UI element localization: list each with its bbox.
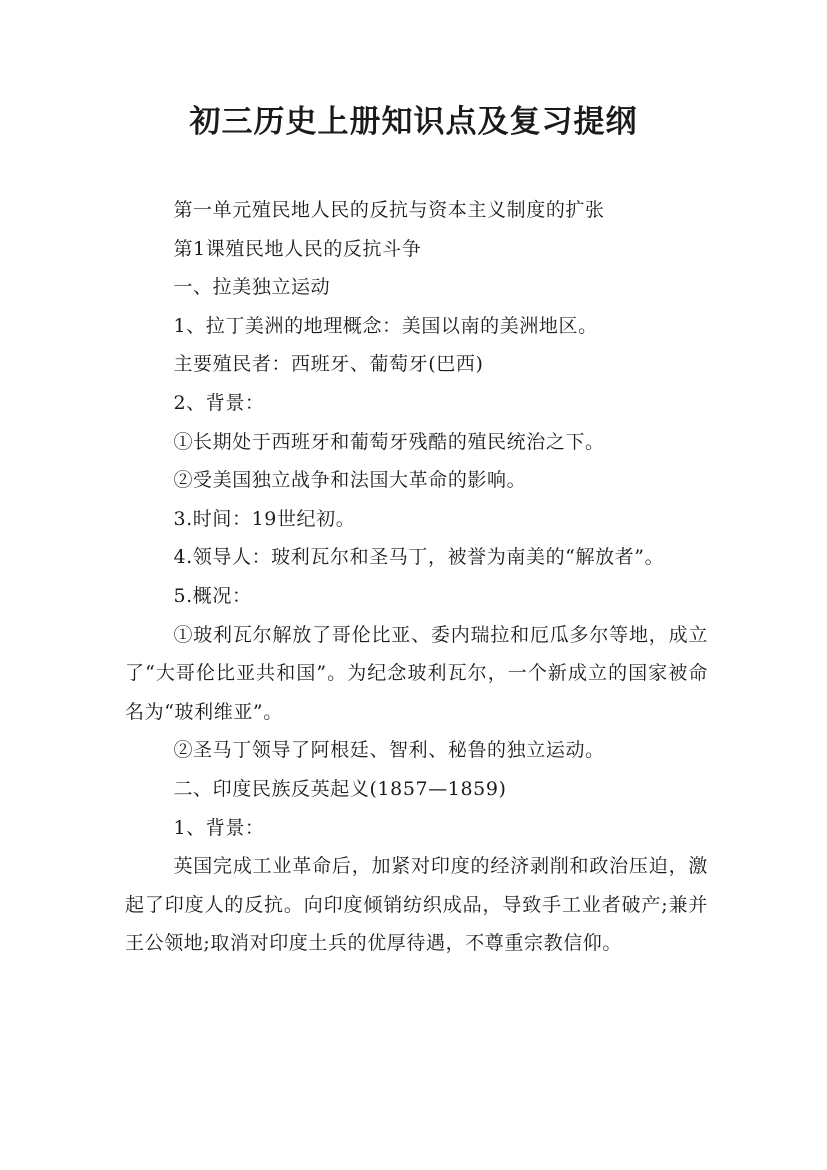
paragraph: ②受美国独立战争和法国大革命的影响。 bbox=[173, 469, 527, 492]
section-heading-latin-america: 一、拉美独立运动 bbox=[173, 276, 331, 299]
paragraph: ②圣马丁领导了阿根廷、智利、秘鲁的独立运动。 bbox=[173, 739, 605, 762]
lesson-heading: 第1课殖民地人民的反抗斗争 bbox=[173, 237, 422, 260]
section-heading-india: 二、印度民族反英起义(1857—1859) bbox=[173, 777, 507, 800]
paragraph: 5.概况： bbox=[173, 584, 252, 607]
paragraph: ①长期处于西班牙和葡萄牙残酷的殖民统治之下。 bbox=[173, 430, 605, 453]
document-body bbox=[125, 191, 708, 963]
paragraph: 3.时间：19世纪初。 bbox=[173, 507, 356, 530]
paragraph: 英国完成工业革命后，加紧对印度的经济剥削和政治压迫，激起了印度人的反抗。向印度倾销纺织成品，导致手工业者破产;兼并王公领地;取消对印度土兵的优厚待遇，不尊重宗教信仰。 bbox=[125, 855, 708, 955]
paragraph: 2、背景： bbox=[173, 391, 265, 414]
paragraph: 主要殖民者：西班牙、葡萄牙(巴西) bbox=[173, 353, 484, 376]
document-title: 初三历史上册知识点及复习提纲 bbox=[189, 104, 638, 140]
paragraph: 4.领导人：玻利瓦尔和圣马丁，被誉为南美的“解放者”。 bbox=[173, 546, 665, 569]
paragraph: 1、背景： bbox=[173, 816, 265, 839]
unit-heading: 第一单元殖民地人民的反抗与资本主义制度的扩张 bbox=[173, 199, 605, 221]
paragraph: 1、拉丁美洲的地理概念：美国以南的美洲地区。 bbox=[173, 314, 598, 337]
paragraph: ①玻利瓦尔解放了哥伦比亚、委内瑞拉和厄瓜多尔等地，成立了“大哥伦比亚共和国”。为纪念玻利瓦尔，一个新成立的国家被命名为“玻利维亚”。 bbox=[125, 623, 708, 723]
